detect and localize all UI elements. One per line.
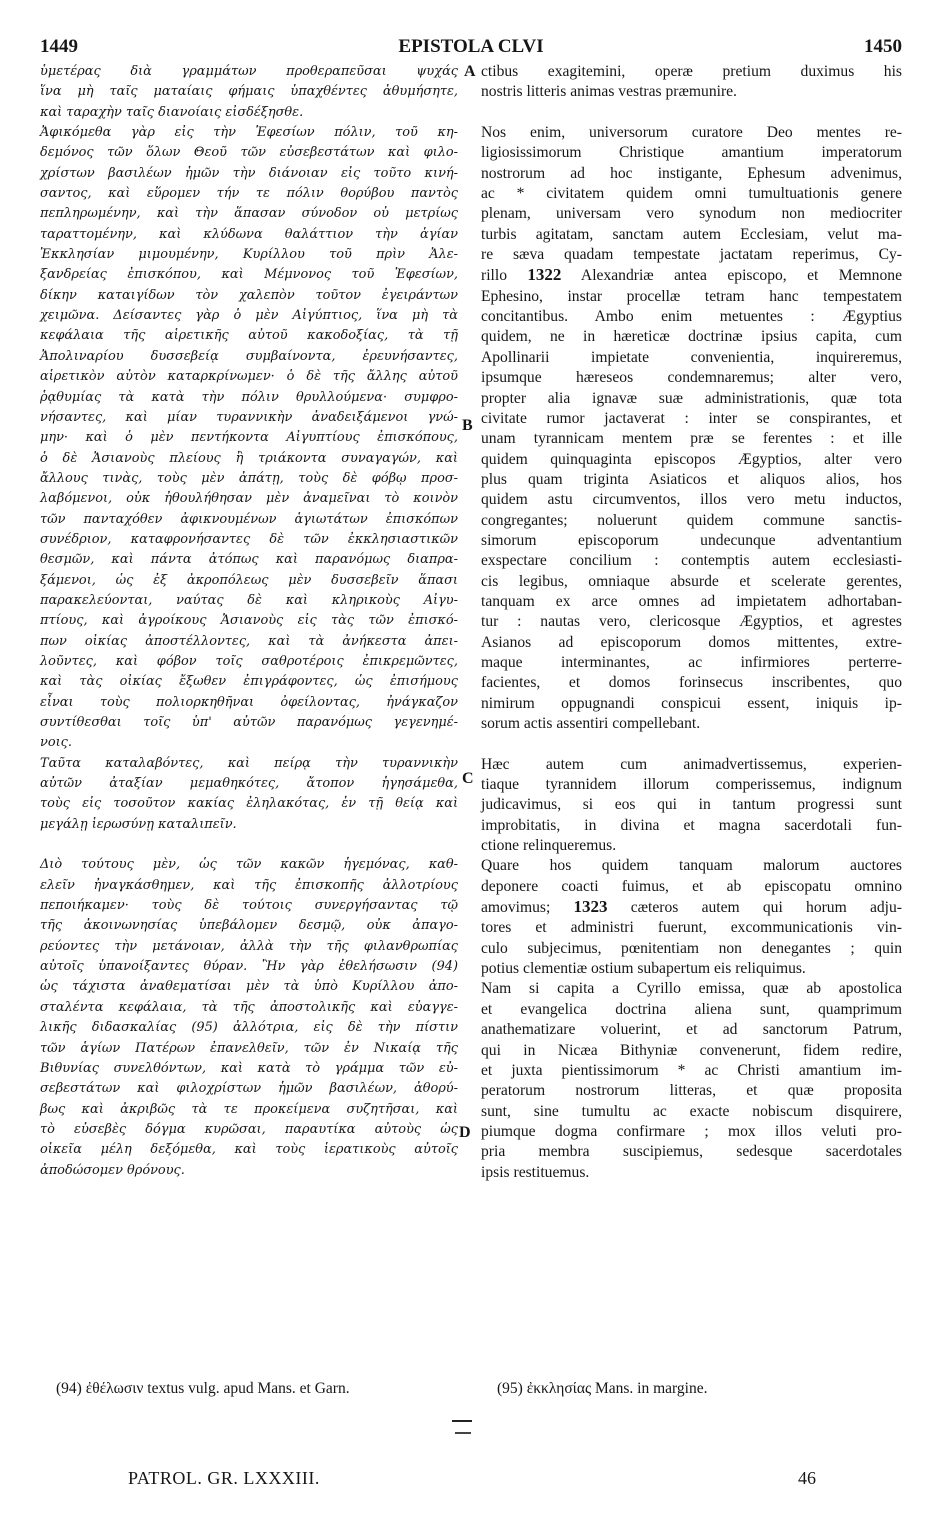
greek-line: ῥᾳθυμίας τὰ κατὰ τὴν πόλιν θρυλλούμενα· συμφρο- (40, 389, 458, 405)
page-title: EPISTOLA CLVI (398, 36, 544, 57)
latin-line: tanquam ex arce omnes ad impietatem adhortaban- (481, 592, 902, 610)
greek-line: ελεῖν ἠναγκάσθημεν, καὶ τῆς ἐπισκοπῆς ἀλλοτρίους (40, 877, 458, 893)
latin-line: culo subjecimus, pœnitentiam non denegantes ; quin (481, 939, 902, 957)
greek-line: πων οἰκίας ἀποστέλλοντες, καὶ τὰ ἀνήκεστα ἀπει- (40, 633, 458, 649)
latin-line: congregantes; noluerunt quidem commune sanctis- (481, 511, 902, 529)
greek-line: σταλέντα κεφάλαια, τὰ τῆς ἀποστολικῆς καὶ εὐαγγε- (40, 999, 458, 1015)
latin-line: ipsumque hæreseos condemnaremus; alter vero, (481, 369, 902, 387)
latin-line: deponere coacti fuimus, et ab episcopatu omnino (481, 877, 902, 895)
latin-line: propter alia ignavæ suæ administrationis, quæ tota (481, 389, 902, 407)
greek-line: καὶ τὰς οἰκίας ἔξωθεν ἐπιγράφοντες, ὡς ἐπισήμους (40, 674, 458, 690)
latin-line: maque interminantes, ac infirmiores perterre- (481, 653, 902, 671)
latin-line: civitate rumor jactaverat : inter se conspirantes, et (481, 409, 902, 427)
greek-line: πτίους, καὶ ἀγροίκους Ἀσιανοὺς εἰς τὰς τῶν ἐπισκό- (40, 613, 458, 629)
latin-line: piumque dogma confirmare ; mox illos veluti pro- (481, 1122, 902, 1140)
latin-line: ipsis restituemus. (481, 1163, 590, 1181)
latin-line: ctione relinqueremus. (481, 837, 617, 855)
latin-line: judicavimus, si eos qui in tantum progressi sunt (481, 796, 902, 814)
latin-spacer (481, 103, 902, 123)
latin-line: simorum episcoporum undecunque adventantium (481, 531, 902, 549)
greek-line: δίκην καταιγίδων τὸν χαλεπὸν τοῦτον ἐγειράντων (40, 287, 458, 303)
latin-line: quidem astu circumventos, illos vero metu inductos, (481, 491, 902, 509)
page-number-right: 1450 (864, 36, 902, 57)
greek-line: βως καὶ ἀκριβῶς τὰ τε προκείμενα συζητῆσαι, καὶ (40, 1101, 458, 1117)
column-number: 1323 (573, 897, 608, 917)
greek-line: τῆς ἀκοινωνησίας ὑπεβάλομεν δεσμῷ, οὐκ ἀπαγο- (40, 918, 458, 934)
greek-line: Βιθυνίας συνελθόντων, καὶ κατὰ τὸ γράμμα τῶν εὐ- (40, 1060, 458, 1076)
greek-line: αὐτῶν ἀταξίαν μεμαθηκότες, ἄτοπον ἡγησάμεθα, (40, 776, 458, 792)
latin-line: ctibus exagitemini, operæ pretium duximus his (481, 63, 902, 80)
greek-line: παρακελεύονται, ναύτας δὲ καὶ κληρικοὺς Αἰγυ- (40, 592, 458, 608)
margin-letter-a: A (464, 63, 476, 80)
latin-line: turbis agitatam, sanctam autem Ecclesiam, velut ma- (481, 225, 902, 243)
greek-line: ξανδρείας ἐπισκόπου, καὶ Μέμνονος τοῦ Ἐφεσίων, (40, 267, 458, 283)
latin-line: facientes, et domos forinsecus inscribentes, quo (481, 674, 902, 692)
latin-line: rillo 1322 Alexandriæ antea episcopo, et Memnone (481, 265, 902, 285)
greek-line: λαβόμενοι, οὐκ ἠθουλήθησαν μὲν ἀναμεῖναι τὸ κοινὸν (40, 491, 458, 507)
greek-line: ὁ δὲ Ἀσιανοὺς πλείους ἢ τριάκοντα συναγαγών, καὶ (40, 450, 458, 466)
latin-line: tores et administri fuerunt, excommunicationis vin- (481, 919, 902, 937)
latin-line: Nos enim, universorum curatore Deo mentes re- (481, 124, 902, 142)
latin-line: et evangelica doctrina aliena sunt, quamprimum (481, 1000, 902, 1018)
greek-line: καὶ ταραχὴν ταῖς διανοίαις εἰσδέξησθε. (40, 104, 304, 120)
page-number-left: 1449 (40, 36, 78, 57)
greek-line: μην· καὶ ὁ μὲν πεντήκοντα Αἰγυπτίους ἐπισκόπους, (40, 430, 458, 446)
latin-line: anathematizare voluerint, et ad sanctorum Patrum, (481, 1021, 902, 1039)
latin-line: potius clementiæ ostium subapertum eis reliquimus. (481, 960, 806, 978)
greek-line: σαντος, καὶ εὕρομεν τήν τε πόλιν θορύβου παντὸς (40, 186, 458, 202)
latin-line: ac * civitatem quidem omni tumultuationis genere (481, 185, 902, 203)
latin-line: qui in Nicæa Bithyniæ convenerunt, fidem redire, (481, 1041, 902, 1059)
greek-line: ἵνα μὴ ταῖς ματαίαις φήμαις ὑπαχθέντες ἀθυμήσητε, (40, 84, 458, 100)
margin-letter-b: B (462, 417, 473, 434)
greek-line: πεποιήκαμεν· τοὺς δὲ τούτοις συνεργήσαντας τῷ (40, 898, 458, 914)
greek-line: Ἀφικόμεθα γὰρ εἰς τὴν Ἐφεσίων πόλιν, τοῦ κη- (40, 125, 458, 141)
latin-spacer (481, 734, 902, 754)
greek-line: ὑμετέρας διὰ γραμμάτων προθεραπεῦσαι ψυχάς (40, 64, 458, 79)
greek-line: ὡς τάχιστα ἀναθεματίσαι μὲν τὰ ὑπὸ Κυρίλλου ἀπο- (40, 979, 458, 995)
latin-line: ligiosissimorum Christique amantium imperatorum (481, 144, 902, 162)
latin-line: unam tyrannicam mentem præ se ferentes : et ille (481, 430, 902, 448)
latin-line: nostris litteris animas vestras præmunire. (481, 83, 737, 101)
latin-line: amovimus; 1323 cæteros autem qui horum adju- (481, 897, 902, 917)
footer-volume: PATROL. GR. LXXXIII. (128, 1468, 320, 1488)
greek-line: χρίστων βασιλέων ἡμῶν τὴν διάνοιαν εἰς τοῦτο κινή- (40, 165, 458, 181)
latin-line: nimirum oppugnandi conspicui essent, iniquis ip- (481, 694, 902, 712)
greek-line: τὸ εὐσεβὲς δόγμα κυρῶσαι, παραυτίκα αὐτοὺς ὡς (40, 1121, 458, 1137)
greek-line: εἶναι τοὺς πολιορκηθῆναι ὀφείλοντας, ἠνάγκαζον (40, 694, 458, 710)
greek-line: ἀποδώσομεν θρόνους. (40, 1162, 185, 1178)
latin-line: quidem, ne in hæreticæ doctrinæ ipsius capita, cum (481, 328, 902, 346)
greek-line: νήσαντες, καὶ μίαν τυραννικὴν ἀναδειξάμενοι γνώ- (40, 409, 458, 425)
latin-line: peratorum nostrorum litteras, et quæ proposita (481, 1082, 902, 1100)
greek-line: μεγάλῃ ἱερωσύνῃ καταλιπεῖν. (40, 816, 237, 832)
latin-line: pria membra suscipiemus, sedesque sacerdotales (481, 1143, 902, 1161)
greek-line: ξάμενοι, ὡς ἐξ ἀκροπόλεως μὲν δυσσεβεῖν ἅπασι (40, 572, 458, 588)
latin-line: re sæva quadam tempestate jactatam reperimus, Cy- (481, 246, 902, 264)
greek-line: τῶν ἁγίων Πατέρων ἐπανελθεῖν, τῶν ἐν Νικαίᾳ τῆς (40, 1040, 458, 1056)
greek-line: ρεύοντες τὴν μετάνοιαν, ἀλλὰ τὴν τῆς φιλανθρωπίας (40, 938, 458, 954)
page-header (40, 36, 902, 64)
greek-line: Ταῦτα καταλαβόντες, καὶ πείρᾳ τὴν τυραννικὴν (40, 755, 458, 771)
latin-line: plenam, universam vero synodum non mediocriter (481, 205, 902, 223)
footer-signature: 46 (798, 1468, 816, 1488)
divider-mark-lower (455, 1432, 471, 1434)
latin-line: Asianos ad episcoporum domos mittentes, extre- (481, 633, 902, 651)
greek-line: τῶν πανταχόθεν ἀφικνουμένων ἁγιωτάτων ἐπισκόπων (40, 511, 458, 527)
greek-line: πεπληρωμένην, καὶ τὴν ἅπασαν σύνοδον οὐ μετρίως (40, 206, 458, 222)
greek-line: Ἐκκλησίαν μιμουμένην, Κυρίλλου τοῦ πρὶν Ἀλε- (40, 247, 458, 263)
greek-line: θεσμῶν, καὶ πάντα ἀτόπως καὶ παρανόμως διαπρα- (40, 552, 458, 568)
divider-mark (452, 1420, 472, 1422)
latin-line: plus quam triginta Asiaticos et aliquos alios, hos (481, 470, 902, 488)
latin-line: concitantibus. Ambo enim metuentes : Ægyptius (481, 308, 902, 326)
latin-line: quidem quinquaginta episcopos Ægyptios, alter vero (481, 450, 902, 468)
greek-line: κεφάλαια τῆς αἱρετικῆς αὐτοῦ κακοδοξίας, τὰ τῇ (40, 328, 458, 344)
latin-column (481, 62, 902, 1183)
latin-line: improbitatis, in divina et magna sacerdotali fun- (481, 816, 902, 834)
greek-line: σεβεστάτων καὶ φιλοχρίστων ἡμῶν βασιλέων, ἀθορύ- (40, 1081, 458, 1097)
latin-line: Apollinarii impietate convenientia, inquireremus, (481, 348, 902, 366)
greek-line: αἱρετικὸν αὐτὸν καταρκρίνωμεν· ὁ δὲ τῆς ἄλλης αὐτοῦ (40, 369, 458, 385)
greek-line: χειμῶνα. Δείσαντες γὰρ ὁ μὲν Αἰγύπτιος, ἵνα μὴ τὰ (40, 308, 458, 324)
greek-line: αὐτοῖς ὑπανοίξαντες θύραν. Ἢν γὰρ ἐθελήσωσιν (94) (40, 959, 458, 975)
greek-line: Ἀπολιναρίου δυσσεβείᾳ συμβαίνοντα, ἐρευνήσαντες, (40, 348, 458, 364)
latin-line: exspectare concilium : contemptis autem ecclesiasti- (481, 552, 902, 570)
margin-letter-c: C (462, 770, 474, 787)
footnote-94: (94) ἐθέλωσιν textus vulg. apud Mans. et Garn. (56, 1380, 350, 1397)
greek-line: τοὺς εἰς τοσοῦτον κακίας ἐληλακότας, ἐν τῇ θείᾳ καὶ (40, 796, 458, 812)
latin-line: Hæc autem cum animadvertissemus, experien- (481, 755, 902, 773)
latin-line: nostrorum ad hoc instigante, Ephesum advenimus, (481, 164, 902, 182)
column-number: 1322 (527, 265, 562, 285)
greek-line: συνέδριον, καταφρονήσαντες δὲ τῶν ἐκκλησιαστικῶν (40, 531, 458, 547)
latin-line: sunt, sine tumultu ac exacte nobiscum disquirere, (481, 1102, 902, 1120)
greek-line: ταραττομένην, καὶ κλύδωνα θαλάττιον τὴν ἁγίαν (40, 226, 458, 242)
greek-line: λικῆς διδασκαλίας (95) ἀλλότρια, εἰς δὲ τὴν πίστιν (40, 1020, 458, 1036)
latin-line: sorum actis assentiri compellebant. (481, 715, 701, 732)
greek-line: λοῦντες, καὶ φόβον τοῖς σαθροτέροις ἐπικρεμῶντες, (40, 653, 458, 669)
latin-line: Quare hos quidem tanquam malorum auctores (481, 857, 902, 875)
latin-line: et juxta pientissimorum * ac Christi amantium im- (481, 1061, 902, 1079)
latin-line: Ephesino, instar procellæ tetram hanc tempestatem (481, 287, 902, 305)
latin-line: tur : nautas vero, clericosque Ægyptios, et agrestes (481, 613, 902, 631)
greek-line: δεμόνος τῶν ὅλων Θεοῦ τῶν εὐσεβεστάτων καὶ φιλο- (40, 145, 458, 161)
margin-letter-d: D (459, 1124, 471, 1141)
latin-line: Nam si capita a Cyrillo emissa, quæ ab apostolica (481, 980, 902, 998)
greek-line: ἄλλους τινὰς, τοὺς μὲν ἀπάτῃ, τοὺς δὲ φόβῳ προσ- (40, 470, 458, 486)
greek-spacer (40, 835, 458, 855)
latin-line: tiaque tyrannidem illorum comperissemus, indignum (481, 776, 902, 794)
greek-line: νοις. (40, 735, 72, 751)
footnote-95: (95) ἐκκλησίας Mans. in margine. (497, 1380, 708, 1397)
greek-line: συντίθεσθαι τοῖς ὑπ' αὐτῶν παρανόμως γεγενημέ- (40, 715, 458, 730)
latin-line: cis legibus, omniaque absurde et scelerate gerentes, (481, 572, 902, 590)
greek-column (40, 62, 458, 1181)
greek-line: οἰκεῖα μέλη δεξόμεθα, καὶ τοὺς ἱερατικοὺς αὐτοῖς (40, 1142, 458, 1158)
greek-line: Διὸ τούτους μὲν, ὡς τῶν κακῶν ἡγεμόνας, καθ- (40, 857, 458, 873)
